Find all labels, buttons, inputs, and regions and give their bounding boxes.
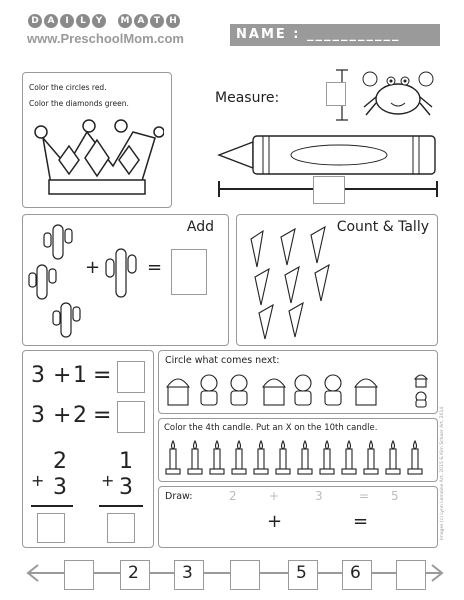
sum1-answer-box[interactable] — [117, 361, 145, 393]
crab-icon — [358, 65, 438, 125]
number-box-1[interactable] — [64, 560, 94, 590]
pattern-panel — [158, 350, 438, 414]
title-letter: L — [76, 14, 90, 28]
vsum1-answer-box[interactable] — [37, 513, 65, 543]
copyright-text: Images (c) Lynn Lemoine Art, 2015 & Kim Schaer Art, 2014 — [440, 406, 445, 540]
worksheet-title — [28, 8, 182, 28]
crown-panel — [22, 72, 172, 208]
measure-label: Measure: — [215, 90, 280, 106]
title-letter: D — [28, 14, 42, 28]
vsum1-bottom: 3 — [53, 475, 67, 500]
title-letter: Y — [92, 14, 106, 28]
count-panel — [236, 214, 438, 346]
title-letter: A — [134, 14, 148, 28]
draw-hint-4: = — [359, 489, 370, 503]
sum1-eq: = — [93, 363, 112, 388]
crayon-drawing — [217, 130, 439, 180]
carrots-drawing — [241, 219, 351, 341]
vsum2-top: 1 — [119, 449, 133, 474]
title-letter: H — [166, 14, 180, 28]
pattern-sequence — [163, 369, 433, 409]
sum1-a: 3 — [31, 363, 45, 388]
vsum2-answer-box[interactable] — [107, 513, 135, 543]
sum1-op: + — [53, 363, 72, 388]
sum2-answer-box[interactable] — [117, 401, 145, 433]
vsum1-line — [31, 505, 73, 507]
vsum2-line — [99, 505, 143, 507]
coloring-instruction-2: Color the diamonds green. — [29, 99, 129, 108]
title-letter: M — [118, 14, 132, 28]
number-2: 2 — [128, 563, 139, 583]
website-text: www.PreschoolMom.com — [27, 31, 184, 46]
draw-label: Draw: — [165, 491, 193, 502]
coloring-instruction-1: Color the circles red. — [29, 83, 107, 92]
number-5: 5 — [296, 563, 307, 583]
name-field[interactable]: NAME : ___________ — [230, 24, 440, 46]
draw-hint-1: 2 — [229, 489, 237, 503]
add-answer-box[interactable] — [171, 249, 207, 295]
candles-label: Color the 4th candle. Put an X on the 10th candle. — [164, 423, 378, 433]
vsum2-bottom: 3 — [119, 475, 133, 500]
vsum1-top: 2 — [53, 449, 67, 474]
vsum2-op: + — [101, 471, 115, 490]
sum2-b: 2 — [73, 403, 87, 428]
sum2-op: + — [53, 403, 72, 428]
vsum1-op: + — [31, 471, 45, 490]
draw-hint-3: 3 — [315, 489, 323, 503]
number-6: 6 — [350, 563, 361, 583]
draw-hint-5: 5 — [391, 489, 399, 503]
sum2-eq: = — [93, 403, 112, 428]
title-letter: A — [44, 14, 58, 28]
length-answer-box[interactable] — [313, 176, 345, 204]
add-equals: = — [147, 257, 163, 278]
height-answer-box[interactable] — [326, 82, 346, 106]
cactus-single — [101, 245, 141, 301]
candles-row — [163, 437, 433, 479]
cactus-group-left — [27, 219, 87, 341]
draw-plus: + — [267, 511, 283, 532]
candles-panel — [158, 418, 438, 482]
sum2-a: 3 — [31, 403, 45, 428]
sum1-b: 1 — [73, 363, 87, 388]
draw-equals: = — [353, 511, 369, 532]
draw-panel[interactable] — [158, 486, 438, 548]
number-box-7[interactable] — [396, 560, 426, 590]
crown-drawing[interactable] — [29, 118, 164, 200]
title-letter: I — [60, 14, 74, 28]
count-label: Count & Tally — [336, 219, 429, 235]
number-box-4[interactable] — [230, 560, 260, 590]
sums-panel — [22, 350, 154, 548]
add-label: Add — [186, 219, 214, 235]
pattern-label: Circle what comes next: — [165, 355, 280, 366]
title-letter: T — [150, 14, 164, 28]
add-plus: + — [85, 257, 101, 278]
add-panel — [22, 214, 229, 346]
draw-hint-2: + — [269, 489, 280, 503]
number-3: 3 — [182, 563, 193, 583]
